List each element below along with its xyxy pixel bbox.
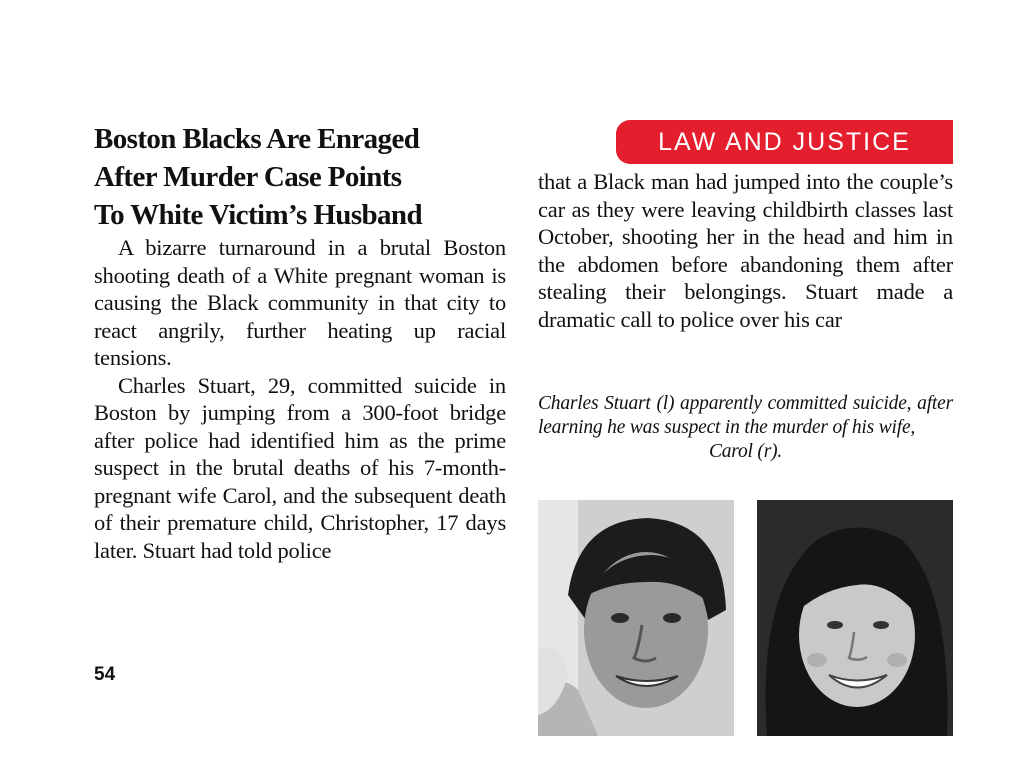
headline-line: Boston Blacks Are Enraged — [94, 123, 420, 155]
page-number: 54 — [94, 664, 116, 685]
article-body-left — [94, 234, 506, 564]
photo-charles-stuart — [538, 500, 734, 736]
headline-line: After Murder Case Points — [94, 161, 402, 193]
caption-last-line: Carol (r). — [708, 441, 783, 462]
section-banner: LAW AND JUSTICE — [616, 120, 953, 164]
photo-caption — [538, 392, 953, 464]
woman-portrait-icon — [757, 500, 953, 736]
article-headline — [94, 120, 506, 234]
article-paragraph-continued: that a Black man had jumped into the couple’s car as they were leaving childbirth classes last October, shooting her in the head and him in the abdomen before abandoning them after stealing their belongings. Stuart made a dramatic call to police over his car — [538, 169, 953, 332]
man-portrait-icon — [538, 500, 734, 736]
left-column — [94, 120, 506, 564]
article-body-right — [538, 168, 953, 333]
photo-carol-stuart — [757, 500, 953, 736]
article-paragraph: Charles Stuart, 29, committed suicide in Boston by jumping from a 300-foot bridge after police had identified him as the prime suspect in the brutal deaths of his 7-month-pregnant wife Carol, and the subsequent death of their premature child, Christopher, 17 days later. Stuart had told police — [94, 372, 506, 563]
headline-line: To White Victim’s Husband — [94, 199, 422, 231]
caption-text: Charles Stuart (l) apparently committed suicide, after learning he was suspect in the murder of his wife, — [538, 393, 953, 438]
article-paragraph: A bizarre turnaround in a brutal Boston shooting death of a White pregnant woman is causing the Black community in that city to react angrily, further heating up racial tensions. — [94, 235, 506, 370]
